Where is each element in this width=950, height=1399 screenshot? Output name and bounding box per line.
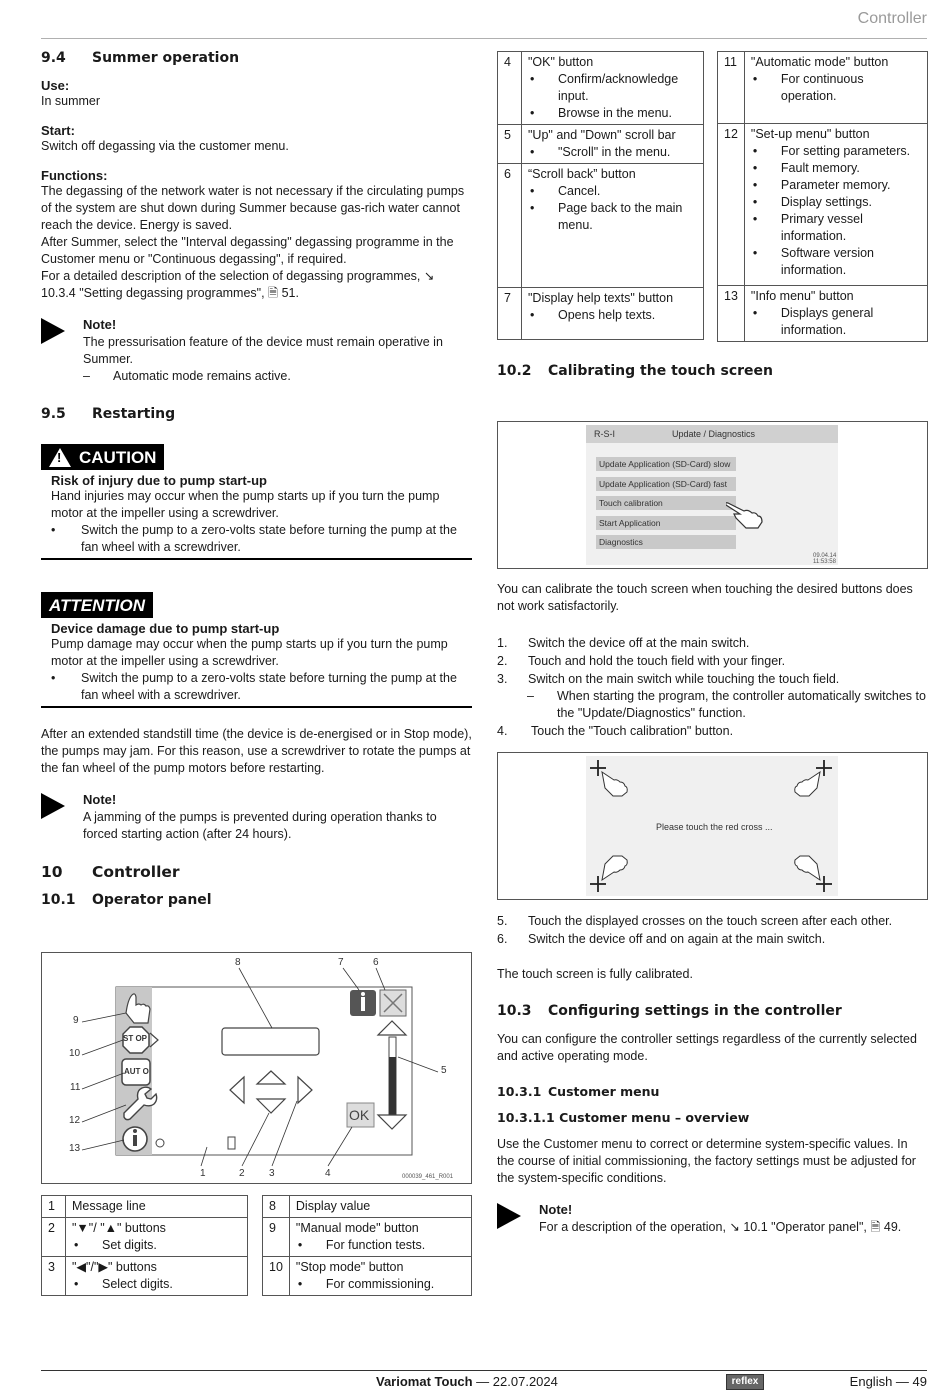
functions-para-2: After Summer, select the "Interval degassing" degassing programme in the Customer menu or "Continuous degassing", if required.	[41, 235, 454, 266]
screen-menu-item[interactable]: Diagnostics	[596, 535, 736, 549]
heading-title: Controller	[92, 863, 180, 881]
down-arrow-icon	[257, 1099, 285, 1113]
legend-row	[498, 164, 704, 288]
heading-number: 10.3	[497, 1003, 532, 1019]
legend-bullet: • Set digits.	[74, 1238, 157, 1252]
note-label: Note!	[539, 1202, 573, 1217]
heading-title: Operator panel	[92, 892, 212, 908]
note-arrow-icon	[41, 793, 65, 819]
functions-label: Functions:	[41, 168, 108, 183]
legend-bullet: • "Scroll" in the menu.	[530, 145, 671, 159]
heading-number: 10.3.1	[497, 1084, 542, 1099]
calibration-intro: You can calibrate the touch screen when touching the desired buttons does not work satisfactorily.	[497, 582, 913, 613]
right-arrow-icon	[298, 1077, 312, 1103]
legend-number: 12	[718, 124, 745, 286]
legend-bullet-text: For function tests.	[325, 1238, 426, 1252]
callout-9: 9	[73, 1015, 79, 1026]
heading-number: 9.5	[41, 406, 66, 422]
legend-bullet: • Primary vessel information.	[751, 211, 921, 245]
legend-bullet-text: Fault memory.	[780, 161, 860, 175]
left-arrow-icon	[230, 1077, 244, 1103]
figure-code: 000039_461_R001	[402, 1174, 454, 1180]
legend-bullet-text: Browse in the menu.	[558, 106, 672, 120]
step-item	[497, 652, 928, 670]
legend-bullet: • Fault memory.	[752, 161, 860, 175]
legend-text: "Up" and "Down" scroll bar	[528, 128, 676, 142]
attention-title: Device damage due to pump start-up	[51, 621, 280, 636]
screen-title: Update / Diagnostics	[672, 429, 756, 439]
legend-bullet-text: Parameter memory.	[780, 178, 891, 192]
hand-bottom-right-icon	[795, 856, 820, 880]
attention-badge: ATTENTION	[41, 592, 153, 618]
legend-number: 13	[718, 286, 745, 342]
legend-description	[289, 1218, 471, 1257]
callout-2: 2	[239, 1168, 245, 1179]
legend-text: Display value	[295, 1199, 371, 1213]
step-item	[497, 930, 928, 948]
callout-5: 5	[441, 1065, 447, 1076]
legend-description	[522, 288, 704, 340]
legend-description	[522, 52, 704, 125]
heading-title: Customer menu	[548, 1084, 660, 1099]
legend-description	[289, 1196, 471, 1218]
legend-bullet: • Opens help texts.	[530, 308, 656, 322]
note-label: Note!	[83, 792, 117, 807]
legend-bullet: • For setting parameters.	[752, 144, 911, 158]
legend-bullet: • For continuous operation.	[751, 71, 921, 105]
legend-number: 2	[42, 1218, 66, 1257]
legend-number: 9	[263, 1218, 290, 1257]
note-dash-text: Automatic mode remains active.	[113, 369, 291, 383]
screen-left-label: R-S-I	[594, 429, 615, 439]
footer-center: Variomat Touch — 22.07.2024	[376, 1374, 558, 1389]
attention-bullet: • Switch the pump to a zero-volts state before turning the pump at the fan wheel with a screwdriver.	[51, 670, 472, 704]
note-text: A jamming of the pumps is prevented during operation thanks to forced starting action (after 24 hours).	[83, 810, 437, 841]
note-arrow-icon	[41, 318, 65, 344]
legend-bullet-text: Display settings.	[780, 195, 872, 209]
calibration-steps	[497, 581, 928, 740]
screen-menu-item[interactable]: Touch calibration	[596, 496, 736, 510]
callout-6: 6	[373, 957, 379, 968]
customer-menu-para: Use the Customer menu to correct or determine system-specific values. In the course of initial commissioning, the factory settings must be adjusted for the system-specific conditions.	[497, 1137, 916, 1185]
screen-menu-item[interactable]: Start Application	[596, 516, 736, 530]
legend-row	[718, 286, 928, 342]
legend-bullet-text: Displays general information.	[780, 306, 874, 337]
legend-row	[498, 288, 704, 340]
up-arrow-icon	[257, 1071, 285, 1084]
legend-row	[718, 124, 928, 286]
legend-table-b	[262, 1195, 472, 1296]
legend-number: 6	[498, 164, 522, 288]
warning-triangle-icon	[49, 448, 71, 467]
caution-text: Hand injuries may occur when the pump starts up if you turn the pump motor at the impeller using a screwdriver.	[51, 489, 440, 520]
heading-title: Summer operation	[92, 50, 240, 66]
left-column	[41, 50, 472, 908]
legend-text: "Stop mode" button	[295, 1260, 404, 1274]
legend-number: 7	[498, 288, 522, 340]
update-diagnostics-figure	[497, 421, 928, 569]
legend-text: "◀"/"▶" buttons	[72, 1260, 157, 1274]
legend-number: 1	[42, 1196, 66, 1218]
step-text: Switch on the main switch while touching the touch field.	[528, 672, 840, 686]
screen-date: 09.04.14	[813, 553, 837, 559]
legend-row	[498, 125, 704, 164]
legend-row	[263, 1196, 472, 1218]
callout-8: 8	[235, 957, 241, 968]
heading-number: 10	[41, 863, 63, 881]
step-text: Touch the displayed crosses on the touch screen after each other.	[528, 914, 893, 928]
screen	[586, 425, 838, 565]
legend-bullet: • Displays general information.	[751, 305, 921, 339]
use-label: Use:	[41, 78, 70, 93]
legend-row	[718, 52, 928, 124]
legend-bullet: • Confirm/acknowledge input.	[528, 71, 697, 105]
legend-number: 5	[498, 125, 522, 164]
note-block-2	[41, 791, 472, 843]
caution-badge	[41, 444, 164, 470]
callout-1: 1	[200, 1168, 206, 1179]
attention-block	[41, 592, 472, 708]
legend-description	[744, 52, 927, 124]
heading-10-3	[497, 1003, 928, 1019]
note-block-3	[497, 1201, 928, 1236]
legend-number: 8	[263, 1196, 290, 1218]
step-text: Switch the device off at the main switch.	[528, 636, 750, 650]
operator-panel-drawing	[42, 953, 471, 1183]
legend-bullet: • Cancel.	[530, 184, 601, 198]
legend-row	[42, 1218, 248, 1257]
legend-bullet-text: Software version information.	[780, 246, 875, 277]
note-dash-item: – Automatic mode remains active.	[83, 369, 291, 383]
settings-para: You can configure the controller settings regardless of the currently selected and active operating mode.	[497, 1032, 917, 1063]
legend-row	[498, 52, 704, 125]
heading-10-2	[497, 363, 928, 379]
note-block	[41, 316, 472, 385]
operator-panel-figure	[41, 952, 472, 1184]
heading-10-1	[41, 892, 472, 908]
step-item	[497, 912, 928, 930]
legend-bullet-text: For setting parameters.	[780, 144, 911, 158]
caution-title: Risk of injury due to pump start-up	[51, 473, 267, 488]
functions-para-3: For a detailed description of the selection of degassing programmes, ↘ 10.3.4 "Setting degassing programmes", 🗎 51.	[41, 269, 435, 300]
note-label: Note!	[83, 317, 117, 332]
legend-bullet-text: For commissioning.	[325, 1277, 435, 1291]
heading-number: 10.2	[497, 363, 532, 379]
legend-row	[42, 1196, 248, 1218]
calibration-steps-2	[497, 912, 928, 1236]
screen-time: 11:53:58	[813, 559, 836, 565]
restart-para: After an extended standstill time (the device is de-energised or in Stop mode), the pumps may jam. For this reason, use a screwdriver to rotate the pumps at the fan wheel of the pump motors before restarting.	[41, 727, 472, 775]
legend-description	[522, 164, 704, 288]
step-number: 2.	[497, 654, 508, 668]
running-header: Controller	[857, 10, 927, 27]
heading-10-3-1	[497, 1084, 928, 1099]
callout-4: 4	[325, 1168, 331, 1179]
legend-bullet: • Browse in the menu.	[530, 106, 672, 120]
legend-bullet: • Page back to the main menu.	[528, 200, 697, 234]
step-item	[497, 722, 928, 740]
caution-bullet-text: Switch the pump to a zero-volts state before turning the pump at the fan wheel with a screwdriver.	[81, 523, 457, 554]
legend-bullet: • For function tests.	[297, 1238, 426, 1252]
start-text: Switch off degassing via the customer menu.	[41, 139, 289, 153]
heading-10-3-1-1: 10.3.1.1 Customer menu – overview	[497, 1110, 750, 1125]
scroll-down-icon	[378, 1115, 406, 1129]
step-number: 1.	[497, 636, 508, 650]
screen-menu-item[interactable]: Update Application (SD-Card) slow	[596, 457, 736, 471]
legend-number: 3	[42, 1257, 66, 1296]
heading-9-4	[41, 50, 472, 66]
ok-label: OK	[349, 1107, 370, 1123]
legend-bullet-text: Page back to the main menu.	[558, 201, 683, 232]
legend-text: "OK" button	[528, 55, 594, 69]
legend-number: 10	[263, 1257, 290, 1296]
legend-text: “Scroll back” button	[528, 167, 636, 181]
caution-block	[41, 444, 472, 560]
heading-title: Calibrating the touch screen	[548, 363, 773, 379]
pointing-hand-icon	[726, 495, 766, 531]
calibration-screen	[586, 756, 838, 896]
legend-text: Message line	[72, 1199, 146, 1213]
calibration-done: The touch screen is fully calibrated.	[497, 967, 693, 981]
legend-row	[263, 1218, 472, 1257]
footer-rule	[41, 1370, 927, 1371]
section-10-2	[497, 363, 928, 379]
attention-bullet-text: Switch the pump to a zero-volts state before turning the pump at the fan wheel with a screwdriver.	[81, 671, 457, 702]
hand-bottom-left-icon	[602, 856, 627, 880]
legend-bullet-text: Cancel.	[558, 184, 601, 198]
legend-text: "Set-up menu" button	[750, 127, 870, 141]
stop-label: ST OP	[123, 1034, 148, 1043]
step-number: 3.	[497, 672, 508, 686]
display-value-box	[222, 1028, 319, 1055]
legend-bullet: • Display settings.	[752, 195, 872, 209]
footer-product: Variomat Touch	[376, 1374, 473, 1389]
legend-bullet: • Select digits.	[74, 1277, 173, 1291]
legend-description	[744, 286, 927, 342]
step3-dash: – When starting the program, the controller automatically switches to the "Update/Diagnostics" function.	[497, 688, 928, 722]
legend-bullet-text: Select digits.	[102, 1277, 173, 1291]
attention-text: Pump damage may occur when the pump starts up if you turn the pump motor at the impeller using a screwdriver.	[51, 637, 448, 668]
legend-bullet-text: For continuous operation.	[780, 72, 864, 103]
legend-text: "▼"/ "▲" buttons	[72, 1221, 166, 1235]
legend-bullet: • For commissioning.	[297, 1277, 435, 1291]
legend-row	[263, 1257, 472, 1296]
legend-table-d	[717, 51, 928, 342]
legend-bullet-text: Opens help texts.	[558, 308, 656, 322]
legend-bullet-text: "Scroll" in the menu.	[558, 145, 671, 159]
legend-number: 11	[718, 52, 745, 124]
heading-number: 10.1	[41, 892, 76, 908]
hand-top-left-icon	[602, 772, 627, 796]
footer-date: 22.07.2024	[492, 1374, 558, 1389]
legend-description	[66, 1257, 248, 1296]
legend-bullet-text: Confirm/acknowledge input.	[558, 72, 679, 103]
heading-10	[41, 863, 472, 881]
touch-calibration-figure	[497, 752, 928, 900]
legend-description	[744, 124, 927, 286]
reflex-logo: reflex	[726, 1374, 764, 1390]
legend-number: 4	[498, 52, 522, 125]
footer-page: English — 49	[849, 1374, 927, 1389]
auto-label: AUT O	[124, 1067, 149, 1076]
legend-description	[289, 1257, 471, 1296]
step-text: Touch the "Touch calibration" button.	[531, 724, 734, 738]
legend-row	[42, 1257, 248, 1296]
legend-table-c	[497, 51, 704, 340]
note-text: The pressurisation feature of the device must remain operative in Summer.	[83, 335, 443, 366]
step-item	[497, 634, 928, 652]
step-item	[497, 670, 928, 688]
legend-bullet: • Software version information.	[751, 245, 921, 279]
callout-11: 11	[70, 1082, 81, 1093]
legend-text: "Display help texts" button	[528, 291, 674, 305]
callout-12: 12	[69, 1115, 81, 1126]
heading-number: 9.4	[41, 50, 66, 66]
start-label: Start:	[41, 123, 75, 138]
callout-3: 3	[269, 1168, 275, 1179]
legend-bullet-text: Set digits.	[102, 1238, 157, 1252]
callout-10: 10	[69, 1048, 81, 1059]
legend-description	[522, 125, 704, 164]
functions-para-1: The degassing of the network water is not necessary if the circulating pumps of the system are shut down during Summer because gas-rich water cannot reach the device. Energy is saved.	[41, 184, 465, 232]
heading-9-5	[41, 406, 472, 422]
use-text: In summer	[41, 94, 101, 108]
calibration-crosses	[586, 756, 838, 896]
heading-title: Configuring settings in the controller	[548, 1003, 842, 1019]
step-text: Touch and hold the touch field with your finger.	[528, 654, 786, 668]
step-number: 5.	[497, 914, 508, 928]
callout-7: 7	[338, 957, 344, 968]
legend-table-a	[41, 1195, 248, 1296]
legend-description	[66, 1218, 248, 1257]
legend-text: "Automatic mode" button	[750, 55, 889, 69]
step-number: 4.	[497, 724, 508, 738]
note-text: For a description of the operation, ↘ 10.1 "Operator panel", 🗎 49.	[539, 1220, 902, 1234]
header-rule	[41, 38, 927, 39]
caution-label: CAUTION	[79, 447, 157, 467]
calibration-prompt: Please touch the red cross ...	[656, 822, 773, 832]
caution-bullet: • Switch the pump to a zero-volts state before turning the pump at the fan wheel with a screwdriver.	[51, 522, 472, 556]
step3-dash-text: When starting the program, the controller automatically switches to the "Update/Diagnostics" function.	[557, 689, 926, 720]
scroll-up-icon	[378, 1021, 406, 1035]
legend-bullet: • Parameter memory.	[752, 178, 891, 192]
screen-menu-item[interactable]: Update Application (SD-Card) fast	[596, 477, 736, 491]
legend-bullet-text: Primary vessel information.	[780, 212, 863, 243]
legend-text: "Info menu" button	[750, 289, 854, 303]
step-number: 6.	[497, 932, 508, 946]
legend-text: "Manual mode" button	[295, 1221, 419, 1235]
note-arrow-icon	[497, 1203, 521, 1229]
step-text: Switch the device off and on again at the main switch.	[528, 932, 826, 946]
legend-description	[66, 1196, 248, 1218]
callout-13: 13	[69, 1143, 81, 1154]
hand-top-right-icon	[795, 772, 820, 796]
heading-title: Restarting	[92, 406, 176, 422]
